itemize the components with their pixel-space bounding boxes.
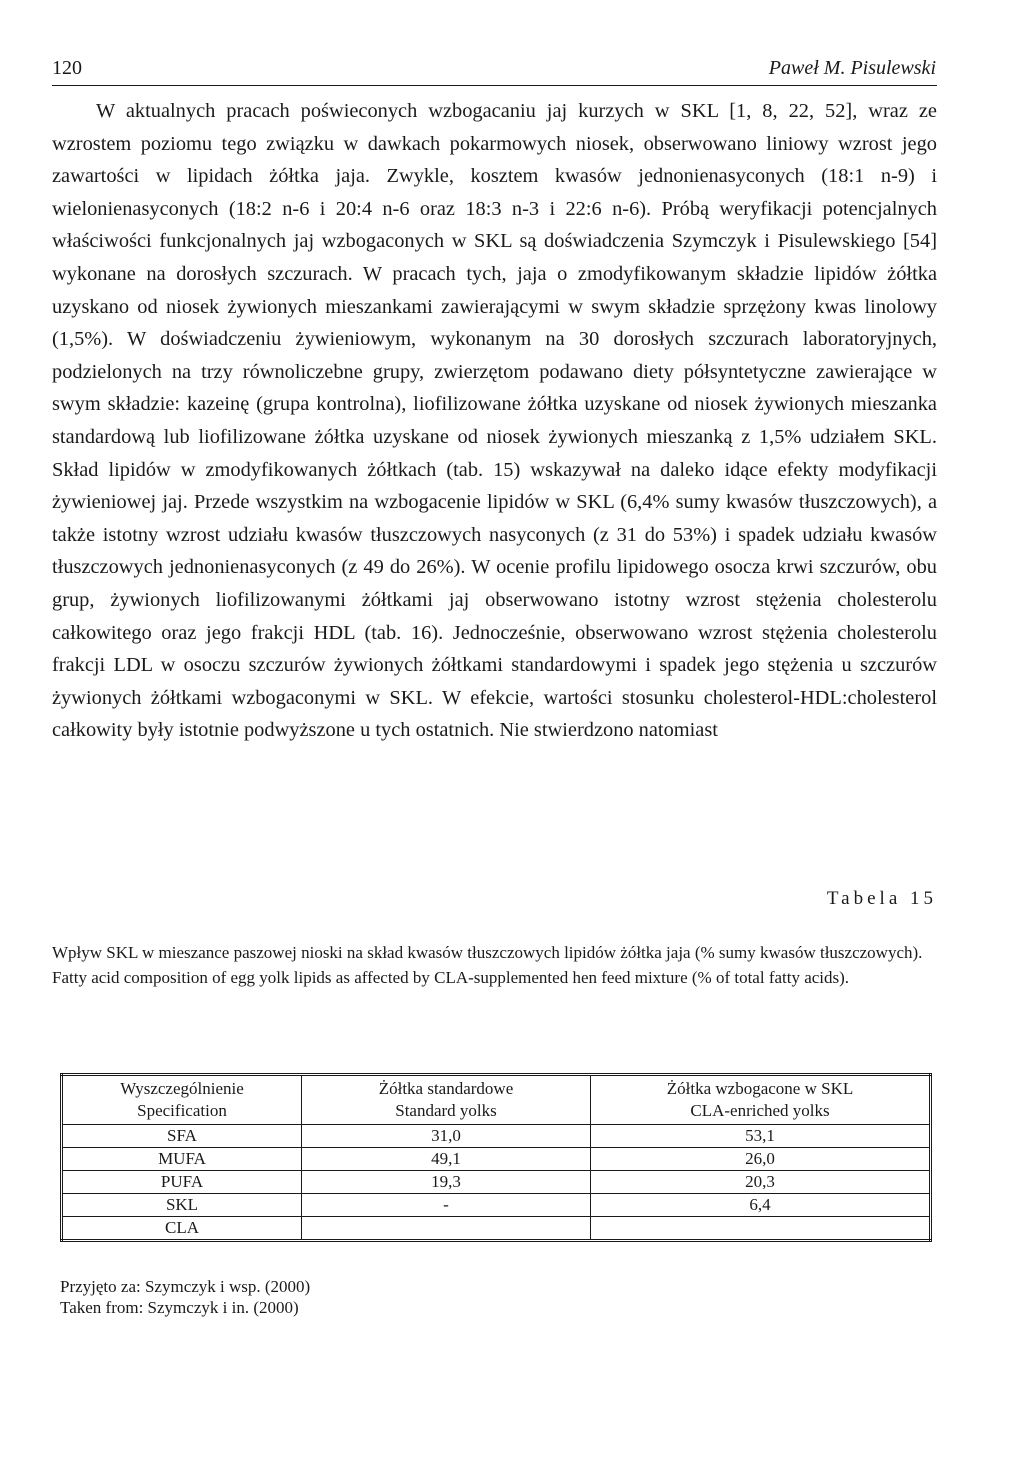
table-cell: SKL [62, 1194, 302, 1217]
table-cell: 19,3 [302, 1171, 591, 1194]
column-header-standard-yolks [302, 1075, 591, 1125]
column-header-pl: Żółtka wzbogacone w SKL [666, 1079, 854, 1098]
fatty-acid-table [60, 1073, 932, 1242]
table-source-english: Taken from: Szymczyk i in. (2000) [60, 1298, 299, 1317]
table-cell: 26,0 [591, 1148, 931, 1171]
table-row [62, 1217, 931, 1241]
column-header-pl: Żółtka standardowe [378, 1079, 514, 1098]
column-header-en: CLA-enriched yolks [690, 1101, 830, 1120]
table-cell: 6,4 [591, 1194, 931, 1217]
header-rule [52, 85, 937, 86]
running-header [52, 56, 936, 80]
table-caption-english: Fatty acid composition of egg yolk lipids as affected by CLA-supplemented hen feed mixture (% of total fatty acids). [52, 968, 850, 987]
table-cell: 53,1 [591, 1125, 931, 1148]
table-caption [52, 940, 937, 990]
table-cell: PUFA [62, 1171, 302, 1194]
table-cell: - [302, 1194, 591, 1217]
column-header-pl: Wyszczególnienie [120, 1079, 244, 1098]
table-row [62, 1194, 931, 1217]
table-row [62, 1148, 931, 1171]
table-header-row [62, 1075, 931, 1125]
running-author: Paweł M. Pisulewski [768, 57, 936, 79]
table-cell: 20,3 [591, 1171, 931, 1194]
table-cell [591, 1217, 931, 1241]
table-cell [302, 1217, 591, 1241]
column-header-specification [62, 1075, 302, 1125]
table-source-polish: Przyjęto za: Szymczyk i wsp. (2000) [60, 1277, 311, 1296]
table-cell: SFA [62, 1125, 302, 1148]
column-header-en: Specification [137, 1101, 227, 1120]
table-source [60, 1276, 310, 1318]
column-header-en: Standard yolks [395, 1101, 497, 1120]
table-caption-polish: Wpływ SKL w mieszance paszowej nioski na skład kwasów tłuszczowych lipidów żółtka jaja (% sumy kwasów tłuszczowych). [52, 943, 923, 962]
table-cell: 49,1 [302, 1148, 591, 1171]
table-row [62, 1171, 931, 1194]
table-label: Tabela 15 [826, 888, 937, 909]
table-cell: MUFA [62, 1148, 302, 1171]
column-header-cla-enriched-yolks [591, 1075, 931, 1125]
body-paragraph: W aktualnych pracach poświeconych wzbogacaniu jaj kurzych w SKL [1, 8, 22, 52], wraz ze wzrostem poziomu tego związku w dawkach pokarmowych niosek, obserwowano liniowy wzrost jego zawartości w lipidach żółtka jaja. Zwykle, kosztem kwasów jednonienasyconych (18:1 n-9) i wielonienasyconych (18:2 n-6 i 20:4 n-6 oraz 18:3 n-3 i 22:6 n-6). Próbą weryfikacji potencjalnych właściwości funkcjonalnych jaj wzbogaconych w SKL są doświadczenia Szymczyk i Pisulewskiego [54] wykonane na dorosłych szczurach. W pracach tych, jaja o zmodyfikowanym składzie lipidów żółtka uzyskano od niosek żywionych mieszankami zawierającymi w swym składzie sprzężony kwas linolowy (1,5%). W doświadczeniu żywieniowym, wykonanym na 30 dorosłych szczurach laboratoryjnych, podzielonych na trzy równoliczebne grupy, zwierzętom podawano diety półsyntetyczne zawierające w swym składzie: kazeinę (grupa kontrolna), liofilizowane żółtka uzyskane od niosek żywionych mieszanka standardową lub liofilizowane żółtka uzyskane od niosek żywionych mieszanką z 1,5% udziałem SKL. Skład lipidów w zmodyfikowanych żółtkach (tab. 15) wskazywał na daleko idące efekty modyfikacji żywieniowej jaj. Przede wszystkim na wzbogacenie lipidów w SKL (6,4% sumy kwasów tłuszczowych), a także istotny wzrost udziału kwasów tłuszczowych nasyconych (z 31 do 53%) i spadek udziału kwasów tłuszczowych jednonienasyconych (z 49 do 26%). W ocenie profilu lipidowego osocza krwi szczurów, obu grup, żywionych liofilizowanymi żółtkami jaj obserwowano istotny wzrost stężenia cholesterolu całkowitego oraz jego frakcji HDL (tab. 16). Jednocześnie, obserwowano wzrost stężenia cholesterolu frakcji LDL w osoczu szczurów żywionych żółtkami standardowymi i spadek jego stężenia u szczurów żywionych żółtkami wzbogaconymi w SKL. W efekcie, wartości stosunku cholesterol-HDL:cholesterol całkowity były istotnie podwyższone u tych ostatnich. Nie stwierdzono natomiast [52, 100, 937, 742]
page-number: 120 [52, 57, 82, 79]
table-cell: CLA [62, 1217, 302, 1241]
table-cell: 31,0 [302, 1125, 591, 1148]
table-row [62, 1125, 931, 1148]
